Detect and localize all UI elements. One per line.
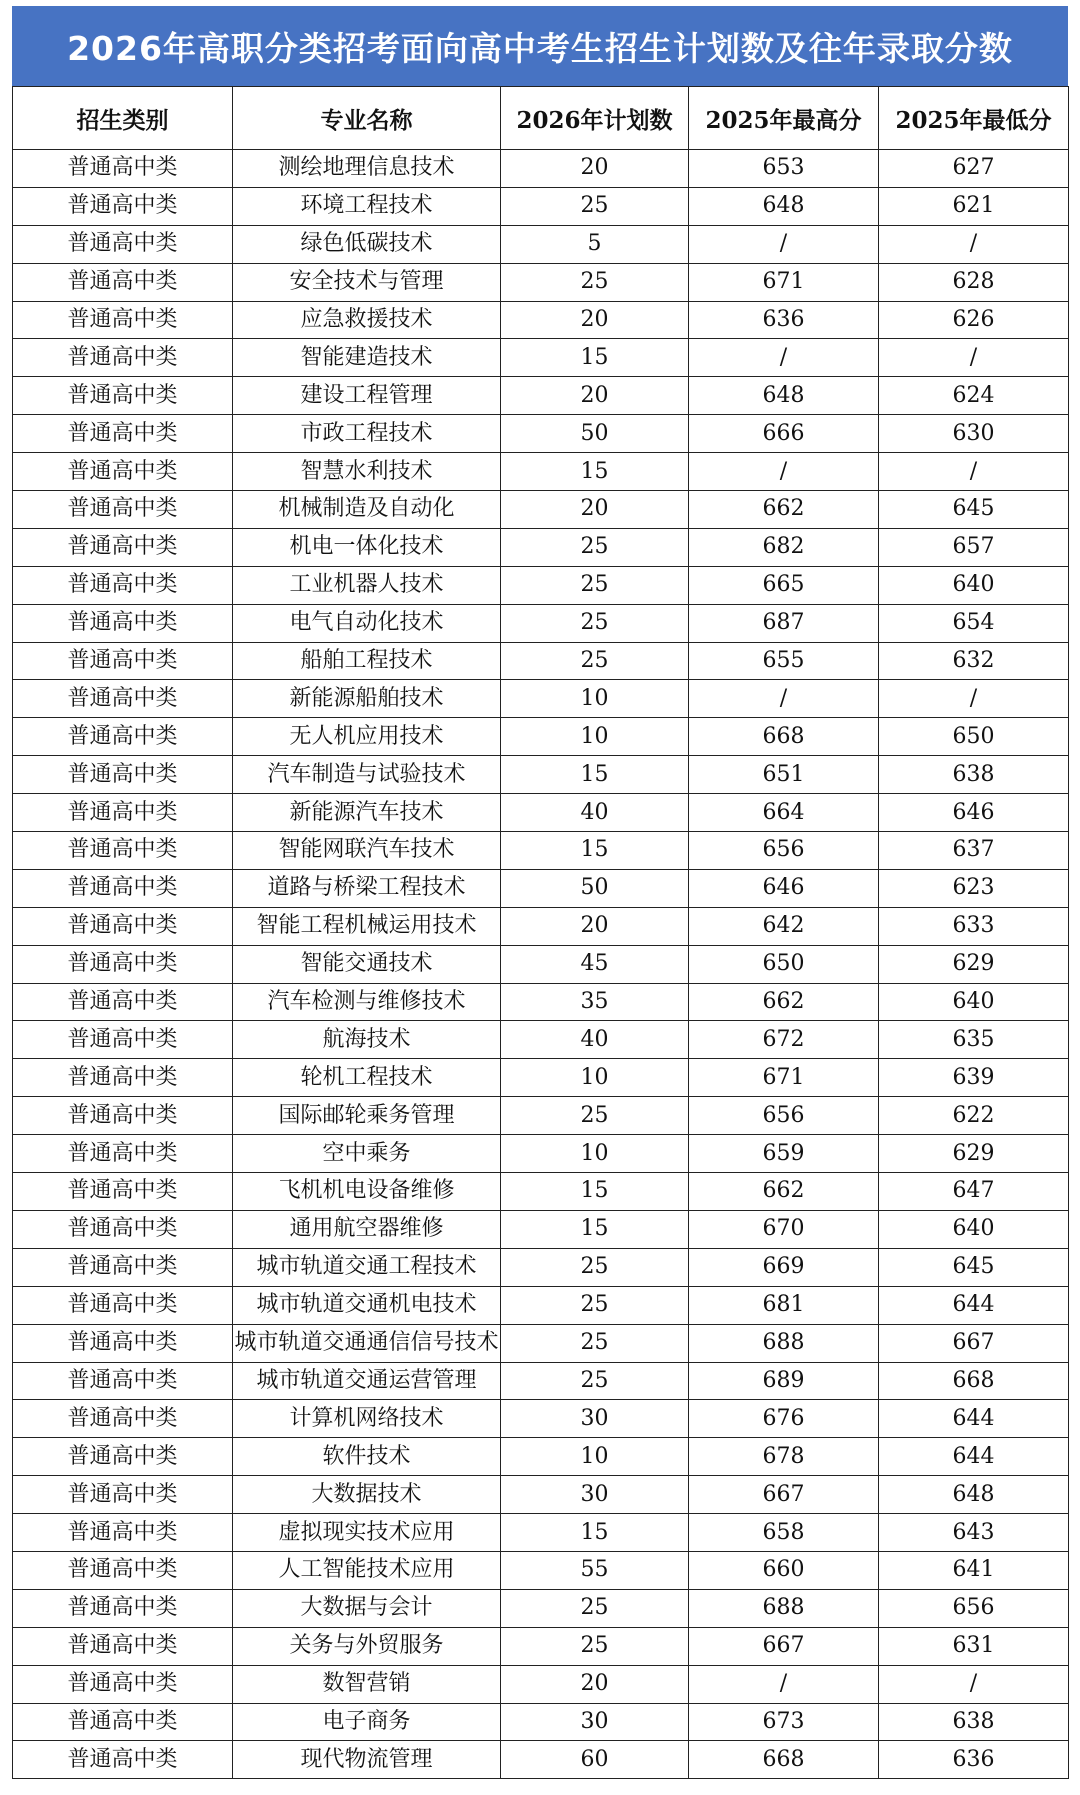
table-row — [13, 1135, 1069, 1173]
cell-plan-2026: 15 — [501, 1173, 689, 1211]
cell-category: 普通高中类 — [13, 1059, 233, 1097]
cell-plan-2026: 10 — [501, 718, 689, 756]
cell-min-2025: / — [879, 453, 1069, 491]
cell-major: 人工智能技术应用 — [233, 1551, 501, 1589]
cell-major: 智能网联汽车技术 — [233, 832, 501, 870]
cell-min-2025: 657 — [879, 528, 1069, 566]
table-row — [13, 907, 1069, 945]
cell-min-2025: 624 — [879, 377, 1069, 415]
table-row — [13, 756, 1069, 794]
cell-major: 汽车制造与试验技术 — [233, 756, 501, 794]
cell-category: 普通高中类 — [13, 1021, 233, 1059]
cell-max-2025: 662 — [689, 983, 879, 1021]
cell-max-2025: / — [689, 225, 879, 263]
table-row — [13, 1400, 1069, 1438]
table-row — [13, 1476, 1069, 1514]
table-title: 2026年高职分类招考面向高中考生招生计划数及往年录取分数 — [12, 6, 1068, 86]
cell-category: 普通高中类 — [13, 604, 233, 642]
cell-min-2025: 632 — [879, 642, 1069, 680]
cell-category: 普通高中类 — [13, 1286, 233, 1324]
cell-category: 普通高中类 — [13, 1324, 233, 1362]
cell-max-2025: 671 — [689, 263, 879, 301]
cell-max-2025: 665 — [689, 566, 879, 604]
cell-plan-2026: 25 — [501, 642, 689, 680]
table-row — [13, 1514, 1069, 1552]
cell-max-2025: 672 — [689, 1021, 879, 1059]
cell-min-2025: 630 — [879, 415, 1069, 453]
cell-min-2025: 629 — [879, 945, 1069, 983]
cell-category: 普通高中类 — [13, 263, 233, 301]
cell-min-2025: 622 — [879, 1097, 1069, 1135]
cell-min-2025: 639 — [879, 1059, 1069, 1097]
table-row — [13, 491, 1069, 529]
table-row — [13, 680, 1069, 718]
cell-max-2025: 667 — [689, 1476, 879, 1514]
table-row — [13, 187, 1069, 225]
cell-min-2025: 631 — [879, 1627, 1069, 1665]
cell-min-2025: 668 — [879, 1362, 1069, 1400]
cell-major: 机电一体化技术 — [233, 528, 501, 566]
cell-max-2025: 688 — [689, 1589, 879, 1627]
cell-min-2025: 656 — [879, 1589, 1069, 1627]
cell-plan-2026: 25 — [501, 528, 689, 566]
cell-plan-2026: 25 — [501, 604, 689, 642]
cell-category: 普通高中类 — [13, 983, 233, 1021]
cell-category: 普通高中类 — [13, 1438, 233, 1476]
cell-major: 现代物流管理 — [233, 1741, 501, 1779]
table-row — [13, 1210, 1069, 1248]
cell-category: 普通高中类 — [13, 642, 233, 680]
table-row — [13, 1551, 1069, 1589]
cell-major: 电子商务 — [233, 1703, 501, 1741]
table-row — [13, 1059, 1069, 1097]
cell-category: 普通高中类 — [13, 1173, 233, 1211]
cell-plan-2026: 15 — [501, 1210, 689, 1248]
cell-major: 通用航空器维修 — [233, 1210, 501, 1248]
cell-major: 机械制造及自动化 — [233, 491, 501, 529]
table-row — [13, 453, 1069, 491]
cell-max-2025: / — [689, 339, 879, 377]
cell-min-2025: 627 — [879, 150, 1069, 188]
cell-max-2025: / — [689, 680, 879, 718]
cell-max-2025: 662 — [689, 1173, 879, 1211]
cell-max-2025: 682 — [689, 528, 879, 566]
table-row — [13, 415, 1069, 453]
table-row — [13, 1741, 1069, 1779]
table-row — [13, 377, 1069, 415]
cell-major: 软件技术 — [233, 1438, 501, 1476]
table-row — [13, 150, 1069, 188]
table-row — [13, 1286, 1069, 1324]
cell-category: 普通高中类 — [13, 1703, 233, 1741]
cell-category: 普通高中类 — [13, 453, 233, 491]
cell-min-2025: 628 — [879, 263, 1069, 301]
cell-plan-2026: 50 — [501, 415, 689, 453]
cell-max-2025: 660 — [689, 1551, 879, 1589]
cell-max-2025: 656 — [689, 1097, 879, 1135]
cell-plan-2026: 25 — [501, 1248, 689, 1286]
cell-category: 普通高中类 — [13, 794, 233, 832]
cell-major: 道路与桥梁工程技术 — [233, 869, 501, 907]
table-row — [13, 1438, 1069, 1476]
cell-min-2025: 638 — [879, 756, 1069, 794]
cell-major: 关务与外贸服务 — [233, 1627, 501, 1665]
cell-category: 普通高中类 — [13, 832, 233, 870]
table-row — [13, 1627, 1069, 1665]
table-row — [13, 604, 1069, 642]
table-body — [13, 150, 1069, 1779]
table-row — [13, 1703, 1069, 1741]
cell-min-2025: 648 — [879, 1476, 1069, 1514]
cell-category: 普通高中类 — [13, 415, 233, 453]
cell-max-2025: 658 — [689, 1514, 879, 1552]
cell-plan-2026: 30 — [501, 1703, 689, 1741]
cell-max-2025: 659 — [689, 1135, 879, 1173]
cell-max-2025: 678 — [689, 1438, 879, 1476]
cell-max-2025: 648 — [689, 187, 879, 225]
cell-major: 船舶工程技术 — [233, 642, 501, 680]
cell-major: 国际邮轮乘务管理 — [233, 1097, 501, 1135]
table-row — [13, 1589, 1069, 1627]
table-row — [13, 339, 1069, 377]
cell-category: 普通高中类 — [13, 1400, 233, 1438]
cell-max-2025: 651 — [689, 756, 879, 794]
cell-min-2025: 640 — [879, 983, 1069, 1021]
cell-plan-2026: 20 — [501, 377, 689, 415]
cell-category: 普通高中类 — [13, 756, 233, 794]
table-row — [13, 832, 1069, 870]
cell-max-2025: 656 — [689, 832, 879, 870]
cell-major: 虚拟现实技术应用 — [233, 1514, 501, 1552]
cell-max-2025: / — [689, 453, 879, 491]
table-row — [13, 225, 1069, 263]
cell-min-2025: 636 — [879, 1741, 1069, 1779]
cell-plan-2026: 20 — [501, 1665, 689, 1703]
cell-major: 大数据技术 — [233, 1476, 501, 1514]
cell-plan-2026: 35 — [501, 983, 689, 1021]
cell-min-2025: 644 — [879, 1438, 1069, 1476]
cell-plan-2026: 55 — [501, 1551, 689, 1589]
cell-plan-2026: 30 — [501, 1400, 689, 1438]
cell-max-2025: 676 — [689, 1400, 879, 1438]
cell-plan-2026: 10 — [501, 1135, 689, 1173]
cell-max-2025: 664 — [689, 794, 879, 832]
cell-plan-2026: 25 — [501, 187, 689, 225]
cell-min-2025: / — [879, 1665, 1069, 1703]
cell-min-2025: 621 — [879, 187, 1069, 225]
cell-plan-2026: 10 — [501, 1438, 689, 1476]
cell-max-2025: 681 — [689, 1286, 879, 1324]
cell-min-2025: / — [879, 680, 1069, 718]
cell-major: 汽车检测与维修技术 — [233, 983, 501, 1021]
cell-min-2025: 637 — [879, 832, 1069, 870]
column-header-max-2025: 2025年最高分 — [689, 87, 879, 150]
cell-plan-2026: 15 — [501, 1514, 689, 1552]
cell-max-2025: 650 — [689, 945, 879, 983]
cell-major: 航海技术 — [233, 1021, 501, 1059]
column-header-major: 专业名称 — [233, 87, 501, 150]
table-row — [13, 794, 1069, 832]
cell-category: 普通高中类 — [13, 1741, 233, 1779]
cell-category: 普通高中类 — [13, 566, 233, 604]
cell-major: 城市轨道交通机电技术 — [233, 1286, 501, 1324]
cell-category: 普通高中类 — [13, 187, 233, 225]
cell-max-2025: 648 — [689, 377, 879, 415]
cell-category: 普通高中类 — [13, 1248, 233, 1286]
cell-max-2025: 668 — [689, 718, 879, 756]
cell-category: 普通高中类 — [13, 1665, 233, 1703]
cell-category: 普通高中类 — [13, 1514, 233, 1552]
cell-min-2025: 640 — [879, 566, 1069, 604]
cell-category: 普通高中类 — [13, 339, 233, 377]
cell-major: 应急救援技术 — [233, 301, 501, 339]
table-row — [13, 528, 1069, 566]
cell-plan-2026: 10 — [501, 1059, 689, 1097]
cell-major: 城市轨道交通运营管理 — [233, 1362, 501, 1400]
cell-min-2025: 647 — [879, 1173, 1069, 1211]
cell-min-2025: 635 — [879, 1021, 1069, 1059]
cell-category: 普通高中类 — [13, 377, 233, 415]
cell-min-2025: 638 — [879, 1703, 1069, 1741]
cell-category: 普通高中类 — [13, 528, 233, 566]
cell-major: 轮机工程技术 — [233, 1059, 501, 1097]
cell-category: 普通高中类 — [13, 1362, 233, 1400]
cell-min-2025: 654 — [879, 604, 1069, 642]
cell-max-2025: 669 — [689, 1248, 879, 1286]
cell-plan-2026: 15 — [501, 832, 689, 870]
cell-category: 普通高中类 — [13, 1551, 233, 1589]
cell-major: 环境工程技术 — [233, 187, 501, 225]
table-row — [13, 301, 1069, 339]
cell-max-2025: 689 — [689, 1362, 879, 1400]
cell-plan-2026: 5 — [501, 225, 689, 263]
cell-max-2025: 671 — [689, 1059, 879, 1097]
column-header-plan-2026: 2026年计划数 — [501, 87, 689, 150]
cell-category: 普通高中类 — [13, 869, 233, 907]
cell-plan-2026: 25 — [501, 1362, 689, 1400]
cell-max-2025: 670 — [689, 1210, 879, 1248]
cell-plan-2026: 20 — [501, 150, 689, 188]
cell-major: 建设工程管理 — [233, 377, 501, 415]
table-row — [13, 983, 1069, 1021]
cell-min-2025: / — [879, 339, 1069, 377]
cell-plan-2026: 25 — [501, 1324, 689, 1362]
cell-major: 城市轨道交通通信信号技术 — [233, 1324, 501, 1362]
cell-min-2025: / — [879, 225, 1069, 263]
cell-category: 普通高中类 — [13, 945, 233, 983]
cell-min-2025: 641 — [879, 1551, 1069, 1589]
cell-major: 城市轨道交通工程技术 — [233, 1248, 501, 1286]
cell-max-2025: 666 — [689, 415, 879, 453]
cell-major: 空中乘务 — [233, 1135, 501, 1173]
cell-max-2025: 668 — [689, 1741, 879, 1779]
cell-max-2025: 687 — [689, 604, 879, 642]
cell-max-2025: 655 — [689, 642, 879, 680]
cell-category: 普通高中类 — [13, 680, 233, 718]
cell-plan-2026: 40 — [501, 794, 689, 832]
cell-category: 普通高中类 — [13, 907, 233, 945]
cell-plan-2026: 15 — [501, 756, 689, 794]
cell-category: 普通高中类 — [13, 1097, 233, 1135]
cell-major: 智能工程机械运用技术 — [233, 907, 501, 945]
cell-plan-2026: 30 — [501, 1476, 689, 1514]
cell-plan-2026: 20 — [501, 491, 689, 529]
cell-plan-2026: 20 — [501, 907, 689, 945]
cell-min-2025: 646 — [879, 794, 1069, 832]
cell-min-2025: 644 — [879, 1400, 1069, 1438]
cell-plan-2026: 25 — [501, 263, 689, 301]
cell-max-2025: 636 — [689, 301, 879, 339]
cell-major: 新能源汽车技术 — [233, 794, 501, 832]
cell-max-2025: 673 — [689, 1703, 879, 1741]
cell-plan-2026: 25 — [501, 1627, 689, 1665]
cell-major: 电气自动化技术 — [233, 604, 501, 642]
table-row — [13, 1021, 1069, 1059]
table-row — [13, 1362, 1069, 1400]
cell-major: 智能建造技术 — [233, 339, 501, 377]
cell-category: 普通高中类 — [13, 1589, 233, 1627]
cell-plan-2026: 25 — [501, 1589, 689, 1627]
cell-plan-2026: 60 — [501, 1741, 689, 1779]
table-row — [13, 642, 1069, 680]
cell-max-2025: 642 — [689, 907, 879, 945]
cell-major: 测绘地理信息技术 — [233, 150, 501, 188]
cell-max-2025: 646 — [689, 869, 879, 907]
cell-min-2025: 650 — [879, 718, 1069, 756]
cell-category: 普通高中类 — [13, 225, 233, 263]
cell-plan-2026: 25 — [501, 1286, 689, 1324]
cell-category: 普通高中类 — [13, 491, 233, 529]
cell-min-2025: 629 — [879, 1135, 1069, 1173]
cell-max-2025: 688 — [689, 1324, 879, 1362]
cell-min-2025: 640 — [879, 1210, 1069, 1248]
cell-max-2025: 653 — [689, 150, 879, 188]
cell-plan-2026: 50 — [501, 869, 689, 907]
cell-min-2025: 633 — [879, 907, 1069, 945]
cell-major: 计算机网络技术 — [233, 1400, 501, 1438]
table-row — [13, 263, 1069, 301]
cell-category: 普通高中类 — [13, 150, 233, 188]
table-row — [13, 718, 1069, 756]
cell-plan-2026: 25 — [501, 1097, 689, 1135]
column-header-category: 招生类别 — [13, 87, 233, 150]
cell-min-2025: 667 — [879, 1324, 1069, 1362]
table-row — [13, 566, 1069, 604]
table-row — [13, 1665, 1069, 1703]
cell-max-2025: 667 — [689, 1627, 879, 1665]
cell-max-2025: 662 — [689, 491, 879, 529]
cell-category: 普通高中类 — [13, 718, 233, 756]
header-row — [13, 87, 1069, 150]
table-row — [13, 869, 1069, 907]
table-row — [13, 1097, 1069, 1135]
cell-major: 智慧水利技术 — [233, 453, 501, 491]
cell-major: 工业机器人技术 — [233, 566, 501, 604]
cell-category: 普通高中类 — [13, 1210, 233, 1248]
admission-table — [12, 86, 1069, 1779]
cell-major: 安全技术与管理 — [233, 263, 501, 301]
cell-category: 普通高中类 — [13, 301, 233, 339]
cell-major: 绿色低碳技术 — [233, 225, 501, 263]
cell-category: 普通高中类 — [13, 1476, 233, 1514]
table-row — [13, 945, 1069, 983]
cell-major: 智能交通技术 — [233, 945, 501, 983]
cell-plan-2026: 15 — [501, 453, 689, 491]
cell-plan-2026: 10 — [501, 680, 689, 718]
cell-min-2025: 645 — [879, 491, 1069, 529]
cell-plan-2026: 15 — [501, 339, 689, 377]
cell-major: 数智营销 — [233, 1665, 501, 1703]
cell-plan-2026: 25 — [501, 566, 689, 604]
cell-category: 普通高中类 — [13, 1627, 233, 1665]
cell-max-2025: / — [689, 1665, 879, 1703]
cell-category: 普通高中类 — [13, 1135, 233, 1173]
cell-plan-2026: 45 — [501, 945, 689, 983]
cell-min-2025: 623 — [879, 869, 1069, 907]
cell-min-2025: 644 — [879, 1286, 1069, 1324]
cell-major: 大数据与会计 — [233, 1589, 501, 1627]
cell-major: 飞机机电设备维修 — [233, 1173, 501, 1211]
cell-major: 无人机应用技术 — [233, 718, 501, 756]
cell-min-2025: 626 — [879, 301, 1069, 339]
cell-min-2025: 645 — [879, 1248, 1069, 1286]
cell-major: 新能源船舶技术 — [233, 680, 501, 718]
cell-min-2025: 643 — [879, 1514, 1069, 1552]
cell-major: 市政工程技术 — [233, 415, 501, 453]
table-row — [13, 1173, 1069, 1211]
cell-plan-2026: 40 — [501, 1021, 689, 1059]
cell-plan-2026: 20 — [501, 301, 689, 339]
table-row — [13, 1324, 1069, 1362]
column-header-min-2025: 2025年最低分 — [879, 87, 1069, 150]
table-row — [13, 1248, 1069, 1286]
